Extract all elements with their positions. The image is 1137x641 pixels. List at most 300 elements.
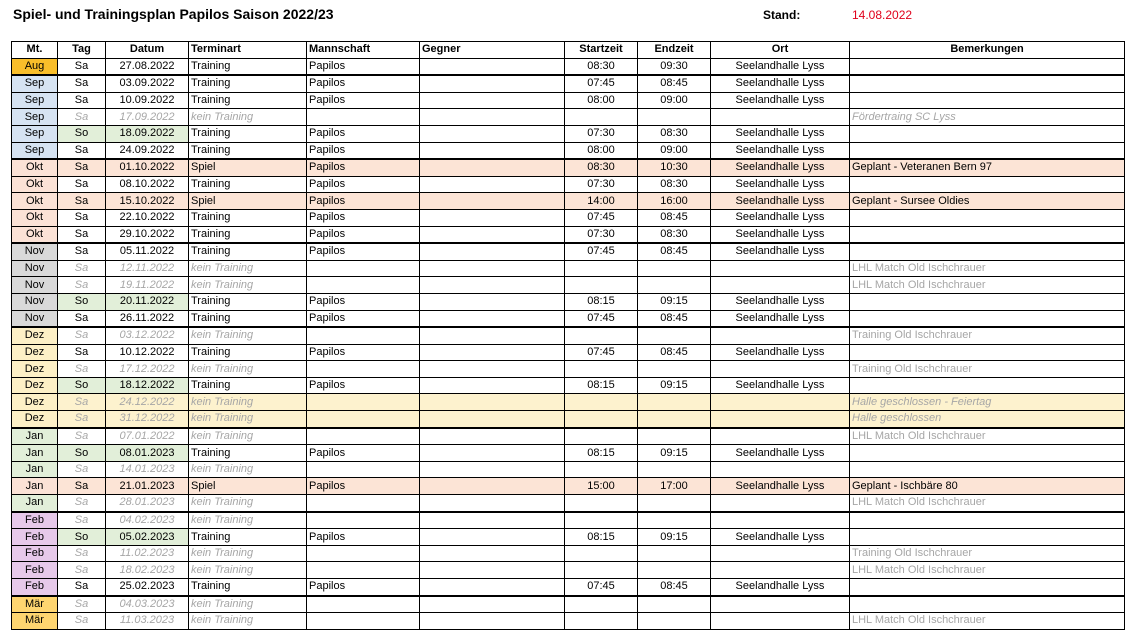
type-cell[interactable]: Training: [189, 529, 307, 546]
table-row[interactable]: [12, 209, 1125, 226]
start-cell[interactable]: [565, 613, 638, 630]
end-cell[interactable]: 08:45: [638, 75, 711, 92]
team-cell[interactable]: [307, 495, 420, 512]
opponent-cell[interactable]: [420, 596, 565, 613]
remarks-cell[interactable]: LHL Match Old Ischchrauer: [850, 495, 1125, 512]
table-row[interactable]: [12, 142, 1125, 159]
opponent-cell[interactable]: [420, 125, 565, 142]
day-cell[interactable]: Sa: [58, 361, 106, 378]
type-cell[interactable]: Training: [189, 344, 307, 361]
date-cell[interactable]: 18.12.2022: [106, 377, 189, 394]
team-cell[interactable]: Papilos: [307, 92, 420, 109]
opponent-cell[interactable]: [420, 159, 565, 176]
type-cell[interactable]: Training: [189, 377, 307, 394]
month-cell[interactable]: Feb: [12, 579, 58, 596]
opponent-cell[interactable]: [420, 428, 565, 445]
opponent-cell[interactable]: [420, 562, 565, 579]
start-cell[interactable]: [565, 411, 638, 428]
remarks-cell[interactable]: Training Old Ischchrauer: [850, 361, 1125, 378]
day-cell[interactable]: So: [58, 529, 106, 546]
date-cell[interactable]: 14.01.2023: [106, 461, 189, 478]
opponent-cell[interactable]: [420, 461, 565, 478]
day-cell[interactable]: So: [58, 445, 106, 462]
date-cell[interactable]: 24.09.2022: [106, 142, 189, 159]
opponent-cell[interactable]: [420, 495, 565, 512]
location-cell[interactable]: Seelandhalle Lyss: [711, 529, 850, 546]
end-cell[interactable]: [638, 461, 711, 478]
opponent-cell[interactable]: [420, 327, 565, 344]
start-cell[interactable]: [565, 461, 638, 478]
start-cell[interactable]: 07:45: [565, 209, 638, 226]
day-cell[interactable]: Sa: [58, 159, 106, 176]
opponent-cell[interactable]: [420, 613, 565, 630]
end-cell[interactable]: 08:45: [638, 243, 711, 260]
end-cell[interactable]: [638, 394, 711, 411]
start-cell[interactable]: 08:15: [565, 293, 638, 310]
day-cell[interactable]: Sa: [58, 277, 106, 294]
location-cell[interactable]: Seelandhalle Lyss: [711, 58, 850, 75]
location-cell[interactable]: [711, 596, 850, 613]
end-cell[interactable]: 08:30: [638, 125, 711, 142]
opponent-cell[interactable]: [420, 545, 565, 562]
day-cell[interactable]: Sa: [58, 478, 106, 495]
date-cell[interactable]: 05.02.2023: [106, 529, 189, 546]
type-cell[interactable]: Training: [189, 226, 307, 243]
type-cell[interactable]: Training: [189, 58, 307, 75]
table-row[interactable]: [12, 361, 1125, 378]
location-cell[interactable]: Seelandhalle Lyss: [711, 92, 850, 109]
month-cell[interactable]: Feb: [12, 545, 58, 562]
remarks-cell[interactable]: [850, 58, 1125, 75]
opponent-cell[interactable]: [420, 193, 565, 210]
opponent-cell[interactable]: [420, 226, 565, 243]
day-cell[interactable]: Sa: [58, 545, 106, 562]
start-cell[interactable]: [565, 394, 638, 411]
location-cell[interactable]: [711, 613, 850, 630]
opponent-cell[interactable]: [420, 512, 565, 529]
day-cell[interactable]: Sa: [58, 260, 106, 277]
table-row[interactable]: [12, 277, 1125, 294]
end-cell[interactable]: 08:30: [638, 226, 711, 243]
remarks-cell[interactable]: Geplant - Sursee Oldies: [850, 193, 1125, 210]
table-row[interactable]: [12, 445, 1125, 462]
date-cell[interactable]: 20.11.2022: [106, 293, 189, 310]
remarks-cell[interactable]: [850, 529, 1125, 546]
remarks-cell[interactable]: [850, 293, 1125, 310]
day-cell[interactable]: Sa: [58, 344, 106, 361]
date-cell[interactable]: 10.09.2022: [106, 92, 189, 109]
table-row[interactable]: [12, 260, 1125, 277]
day-cell[interactable]: Sa: [58, 310, 106, 327]
start-cell[interactable]: 07:45: [565, 310, 638, 327]
opponent-cell[interactable]: [420, 344, 565, 361]
day-cell[interactable]: So: [58, 377, 106, 394]
remarks-cell[interactable]: [850, 445, 1125, 462]
header-team[interactable]: Mannschaft: [307, 42, 420, 59]
table-row[interactable]: [12, 75, 1125, 92]
location-cell[interactable]: Seelandhalle Lyss: [711, 125, 850, 142]
month-cell[interactable]: Nov: [12, 277, 58, 294]
type-cell[interactable]: Training: [189, 142, 307, 159]
type-cell[interactable]: Training: [189, 209, 307, 226]
type-cell[interactable]: kein Training: [189, 277, 307, 294]
type-cell[interactable]: kein Training: [189, 613, 307, 630]
table-row[interactable]: [12, 478, 1125, 495]
header-end[interactable]: Endzeit: [638, 42, 711, 59]
start-cell[interactable]: 07:30: [565, 226, 638, 243]
location-cell[interactable]: [711, 545, 850, 562]
header-day[interactable]: Tag: [58, 42, 106, 59]
month-cell[interactable]: Jan: [12, 495, 58, 512]
date-cell[interactable]: 26.11.2022: [106, 310, 189, 327]
day-cell[interactable]: Sa: [58, 327, 106, 344]
location-cell[interactable]: Seelandhalle Lyss: [711, 344, 850, 361]
end-cell[interactable]: 09:15: [638, 529, 711, 546]
start-cell[interactable]: [565, 512, 638, 529]
table-row[interactable]: [12, 344, 1125, 361]
month-cell[interactable]: Dez: [12, 394, 58, 411]
start-cell[interactable]: [565, 277, 638, 294]
location-cell[interactable]: Seelandhalle Lyss: [711, 293, 850, 310]
team-cell[interactable]: Papilos: [307, 478, 420, 495]
end-cell[interactable]: [638, 109, 711, 126]
opponent-cell[interactable]: [420, 92, 565, 109]
team-cell[interactable]: Papilos: [307, 58, 420, 75]
type-cell[interactable]: kein Training: [189, 512, 307, 529]
remarks-cell[interactable]: [850, 512, 1125, 529]
location-cell[interactable]: [711, 411, 850, 428]
team-cell[interactable]: Papilos: [307, 209, 420, 226]
team-cell[interactable]: Papilos: [307, 579, 420, 596]
start-cell[interactable]: 08:15: [565, 377, 638, 394]
location-cell[interactable]: [711, 394, 850, 411]
header-date[interactable]: Datum: [106, 42, 189, 59]
table-row[interactable]: [12, 596, 1125, 613]
remarks-cell[interactable]: [850, 596, 1125, 613]
opponent-cell[interactable]: [420, 58, 565, 75]
remarks-cell[interactable]: [850, 226, 1125, 243]
location-cell[interactable]: Seelandhalle Lyss: [711, 193, 850, 210]
remarks-cell[interactable]: [850, 142, 1125, 159]
month-cell[interactable]: Nov: [12, 260, 58, 277]
date-cell[interactable]: 25.02.2023: [106, 579, 189, 596]
type-cell[interactable]: kein Training: [189, 428, 307, 445]
date-cell[interactable]: 17.12.2022: [106, 361, 189, 378]
month-cell[interactable]: Feb: [12, 562, 58, 579]
table-row[interactable]: [12, 226, 1125, 243]
month-cell[interactable]: Jan: [12, 461, 58, 478]
table-row[interactable]: [12, 613, 1125, 630]
end-cell[interactable]: [638, 260, 711, 277]
team-cell[interactable]: Papilos: [307, 226, 420, 243]
remarks-cell[interactable]: [850, 377, 1125, 394]
month-cell[interactable]: Mär: [12, 596, 58, 613]
table-row[interactable]: [12, 545, 1125, 562]
day-cell[interactable]: Sa: [58, 613, 106, 630]
start-cell[interactable]: [565, 260, 638, 277]
start-cell[interactable]: 07:45: [565, 75, 638, 92]
end-cell[interactable]: [638, 596, 711, 613]
opponent-cell[interactable]: [420, 142, 565, 159]
month-cell[interactable]: Jan: [12, 428, 58, 445]
table-row[interactable]: [12, 310, 1125, 327]
day-cell[interactable]: Sa: [58, 579, 106, 596]
header-month[interactable]: Mt.: [12, 42, 58, 59]
location-cell[interactable]: Seelandhalle Lyss: [711, 176, 850, 193]
end-cell[interactable]: 09:15: [638, 293, 711, 310]
day-cell[interactable]: Sa: [58, 596, 106, 613]
month-cell[interactable]: Feb: [12, 512, 58, 529]
day-cell[interactable]: Sa: [58, 243, 106, 260]
date-cell[interactable]: 11.02.2023: [106, 545, 189, 562]
type-cell[interactable]: kein Training: [189, 411, 307, 428]
end-cell[interactable]: 08:45: [638, 310, 711, 327]
remarks-cell[interactable]: Training Old Ischchrauer: [850, 327, 1125, 344]
type-cell[interactable]: kein Training: [189, 109, 307, 126]
opponent-cell[interactable]: [420, 243, 565, 260]
table-row[interactable]: [12, 411, 1125, 428]
day-cell[interactable]: Sa: [58, 75, 106, 92]
table-row[interactable]: [12, 394, 1125, 411]
end-cell[interactable]: 08:45: [638, 209, 711, 226]
day-cell[interactable]: Sa: [58, 428, 106, 445]
day-cell[interactable]: Sa: [58, 109, 106, 126]
team-cell[interactable]: [307, 461, 420, 478]
opponent-cell[interactable]: [420, 445, 565, 462]
remarks-cell[interactable]: Training Old Ischchrauer: [850, 545, 1125, 562]
team-cell[interactable]: [307, 361, 420, 378]
month-cell[interactable]: Nov: [12, 310, 58, 327]
location-cell[interactable]: [711, 109, 850, 126]
start-cell[interactable]: [565, 361, 638, 378]
location-cell[interactable]: Seelandhalle Lyss: [711, 209, 850, 226]
end-cell[interactable]: 09:15: [638, 445, 711, 462]
end-cell[interactable]: [638, 411, 711, 428]
start-cell[interactable]: 08:30: [565, 58, 638, 75]
end-cell[interactable]: 16:00: [638, 193, 711, 210]
table-row[interactable]: [12, 176, 1125, 193]
table-row[interactable]: [12, 562, 1125, 579]
table-row[interactable]: [12, 125, 1125, 142]
location-cell[interactable]: [711, 562, 850, 579]
type-cell[interactable]: Training: [189, 176, 307, 193]
type-cell[interactable]: kein Training: [189, 361, 307, 378]
date-cell[interactable]: 03.12.2022: [106, 327, 189, 344]
opponent-cell[interactable]: [420, 377, 565, 394]
opponent-cell[interactable]: [420, 260, 565, 277]
type-cell[interactable]: kein Training: [189, 461, 307, 478]
month-cell[interactable]: Jan: [12, 478, 58, 495]
start-cell[interactable]: 08:15: [565, 445, 638, 462]
remarks-cell[interactable]: [850, 461, 1125, 478]
end-cell[interactable]: 10:30: [638, 159, 711, 176]
team-cell[interactable]: [307, 327, 420, 344]
end-cell[interactable]: 08:45: [638, 344, 711, 361]
date-cell[interactable]: 29.10.2022: [106, 226, 189, 243]
table-row[interactable]: [12, 461, 1125, 478]
date-cell[interactable]: 21.01.2023: [106, 478, 189, 495]
type-cell[interactable]: Training: [189, 445, 307, 462]
date-cell[interactable]: 07.01.2022: [106, 428, 189, 445]
type-cell[interactable]: kein Training: [189, 327, 307, 344]
end-cell[interactable]: [638, 545, 711, 562]
table-row[interactable]: [12, 495, 1125, 512]
month-cell[interactable]: Aug: [12, 58, 58, 75]
team-cell[interactable]: Papilos: [307, 529, 420, 546]
remarks-cell[interactable]: LHL Match Old Ischchrauer: [850, 613, 1125, 630]
remarks-cell[interactable]: Halle geschlossen - Feiertag: [850, 394, 1125, 411]
day-cell[interactable]: Sa: [58, 142, 106, 159]
start-cell[interactable]: [565, 562, 638, 579]
start-cell[interactable]: 07:30: [565, 125, 638, 142]
month-cell[interactable]: Dez: [12, 344, 58, 361]
team-cell[interactable]: Papilos: [307, 142, 420, 159]
type-cell[interactable]: Training: [189, 579, 307, 596]
month-cell[interactable]: Sep: [12, 125, 58, 142]
month-cell[interactable]: Dez: [12, 411, 58, 428]
remarks-cell[interactable]: LHL Match Old Ischchrauer: [850, 428, 1125, 445]
opponent-cell[interactable]: [420, 394, 565, 411]
type-cell[interactable]: kein Training: [189, 260, 307, 277]
month-cell[interactable]: Sep: [12, 109, 58, 126]
date-cell[interactable]: 05.11.2022: [106, 243, 189, 260]
table-row[interactable]: [12, 109, 1125, 126]
team-cell[interactable]: [307, 260, 420, 277]
type-cell[interactable]: kein Training: [189, 394, 307, 411]
location-cell[interactable]: [711, 327, 850, 344]
day-cell[interactable]: Sa: [58, 461, 106, 478]
remarks-cell[interactable]: [850, 243, 1125, 260]
remarks-cell[interactable]: [850, 344, 1125, 361]
date-cell[interactable]: 27.08.2022: [106, 58, 189, 75]
start-cell[interactable]: 08:30: [565, 159, 638, 176]
start-cell[interactable]: 07:30: [565, 176, 638, 193]
date-cell[interactable]: 24.12.2022: [106, 394, 189, 411]
date-cell[interactable]: 31.12.2022: [106, 411, 189, 428]
date-cell[interactable]: 15.10.2022: [106, 193, 189, 210]
table-row[interactable]: [12, 193, 1125, 210]
date-cell[interactable]: 11.03.2023: [106, 613, 189, 630]
date-cell[interactable]: 08.01.2023: [106, 445, 189, 462]
team-cell[interactable]: [307, 613, 420, 630]
team-cell[interactable]: Papilos: [307, 344, 420, 361]
end-cell[interactable]: 08:30: [638, 176, 711, 193]
location-cell[interactable]: [711, 277, 850, 294]
date-cell[interactable]: 08.10.2022: [106, 176, 189, 193]
team-cell[interactable]: [307, 428, 420, 445]
type-cell[interactable]: Training: [189, 75, 307, 92]
location-cell[interactable]: [711, 260, 850, 277]
type-cell[interactable]: Spiel: [189, 159, 307, 176]
day-cell[interactable]: So: [58, 293, 106, 310]
end-cell[interactable]: [638, 327, 711, 344]
start-cell[interactable]: 08:00: [565, 142, 638, 159]
remarks-cell[interactable]: [850, 125, 1125, 142]
team-cell[interactable]: [307, 562, 420, 579]
team-cell[interactable]: [307, 512, 420, 529]
opponent-cell[interactable]: [420, 209, 565, 226]
day-cell[interactable]: Sa: [58, 411, 106, 428]
month-cell[interactable]: Dez: [12, 327, 58, 344]
type-cell[interactable]: kein Training: [189, 562, 307, 579]
date-cell[interactable]: 10.12.2022: [106, 344, 189, 361]
date-cell[interactable]: 28.01.2023: [106, 495, 189, 512]
opponent-cell[interactable]: [420, 293, 565, 310]
date-cell[interactable]: 04.03.2023: [106, 596, 189, 613]
remarks-cell[interactable]: [850, 176, 1125, 193]
end-cell[interactable]: [638, 361, 711, 378]
end-cell[interactable]: 09:00: [638, 92, 711, 109]
team-cell[interactable]: [307, 394, 420, 411]
table-row[interactable]: [12, 58, 1125, 75]
opponent-cell[interactable]: [420, 109, 565, 126]
opponent-cell[interactable]: [420, 75, 565, 92]
date-cell[interactable]: 12.11.2022: [106, 260, 189, 277]
table-row[interactable]: [12, 293, 1125, 310]
month-cell[interactable]: Okt: [12, 226, 58, 243]
type-cell[interactable]: Training: [189, 125, 307, 142]
header-type[interactable]: Terminart: [189, 42, 307, 59]
team-cell[interactable]: [307, 596, 420, 613]
end-cell[interactable]: 08:45: [638, 579, 711, 596]
start-cell[interactable]: 08:15: [565, 529, 638, 546]
team-cell[interactable]: Papilos: [307, 377, 420, 394]
team-cell[interactable]: Papilos: [307, 243, 420, 260]
opponent-cell[interactable]: [420, 361, 565, 378]
end-cell[interactable]: 09:15: [638, 377, 711, 394]
location-cell[interactable]: Seelandhalle Lyss: [711, 159, 850, 176]
team-cell[interactable]: Papilos: [307, 310, 420, 327]
day-cell[interactable]: Sa: [58, 562, 106, 579]
table-row[interactable]: [12, 428, 1125, 445]
location-cell[interactable]: Seelandhalle Lyss: [711, 226, 850, 243]
month-cell[interactable]: Dez: [12, 377, 58, 394]
header-location[interactable]: Ort: [711, 42, 850, 59]
month-cell[interactable]: Nov: [12, 293, 58, 310]
start-cell[interactable]: 07:45: [565, 579, 638, 596]
end-cell[interactable]: [638, 277, 711, 294]
month-cell[interactable]: Okt: [12, 176, 58, 193]
opponent-cell[interactable]: [420, 529, 565, 546]
start-cell[interactable]: 14:00: [565, 193, 638, 210]
month-cell[interactable]: Sep: [12, 92, 58, 109]
team-cell[interactable]: Papilos: [307, 159, 420, 176]
day-cell[interactable]: Sa: [58, 193, 106, 210]
month-cell[interactable]: Sep: [12, 75, 58, 92]
remarks-cell[interactable]: LHL Match Old Ischchrauer: [850, 260, 1125, 277]
opponent-cell[interactable]: [420, 176, 565, 193]
remarks-cell[interactable]: [850, 579, 1125, 596]
type-cell[interactable]: Spiel: [189, 193, 307, 210]
location-cell[interactable]: [711, 495, 850, 512]
month-cell[interactable]: Nov: [12, 243, 58, 260]
month-cell[interactable]: Sep: [12, 142, 58, 159]
type-cell[interactable]: kein Training: [189, 545, 307, 562]
table-row[interactable]: [12, 579, 1125, 596]
date-cell[interactable]: 17.09.2022: [106, 109, 189, 126]
day-cell[interactable]: Sa: [58, 226, 106, 243]
header-remarks[interactable]: Bemerkungen: [850, 42, 1125, 59]
table-row[interactable]: [12, 512, 1125, 529]
month-cell[interactable]: Mär: [12, 613, 58, 630]
day-cell[interactable]: Sa: [58, 176, 106, 193]
location-cell[interactable]: Seelandhalle Lyss: [711, 377, 850, 394]
day-cell[interactable]: Sa: [58, 512, 106, 529]
remarks-cell[interactable]: LHL Match Old Ischchrauer: [850, 562, 1125, 579]
date-cell[interactable]: 01.10.2022: [106, 159, 189, 176]
remarks-cell[interactable]: [850, 92, 1125, 109]
date-cell[interactable]: 18.02.2023: [106, 562, 189, 579]
